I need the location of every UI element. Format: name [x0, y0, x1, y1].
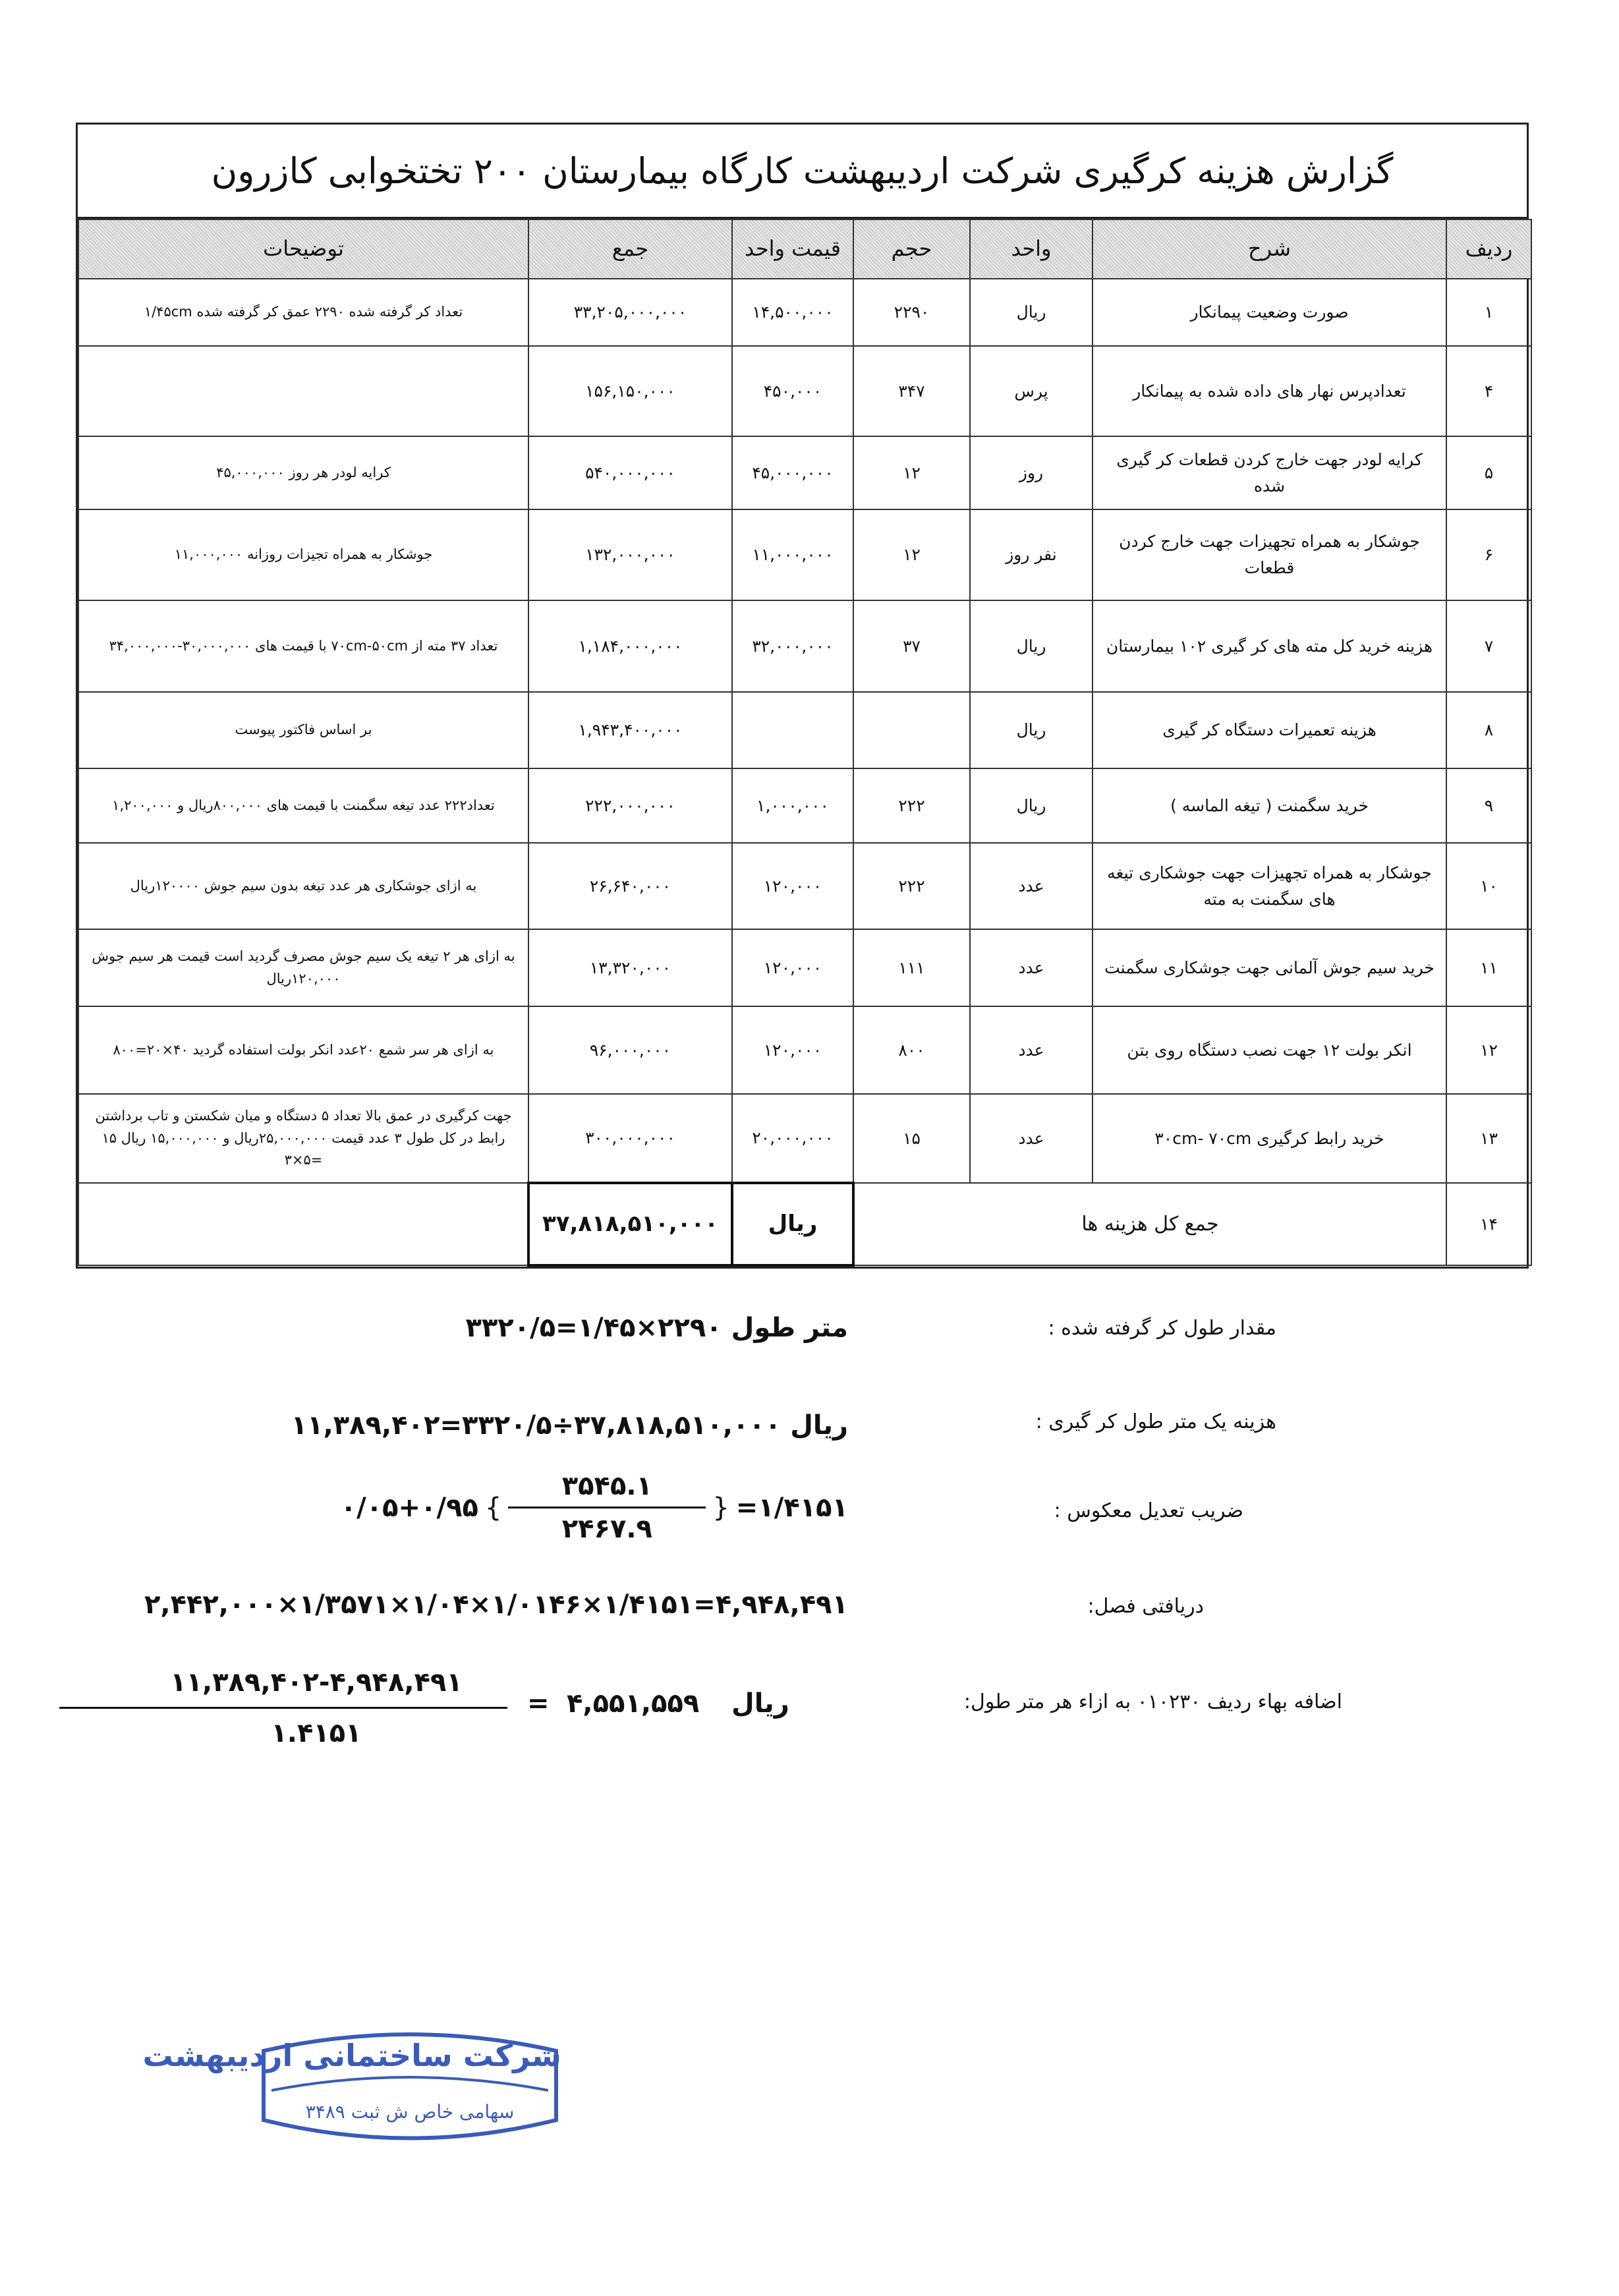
row-unit-price: ۲۰,۰۰۰,۰۰۰: [732, 1094, 853, 1183]
cost-report-table: [76, 123, 1529, 1269]
total-notes: [78, 1183, 528, 1265]
extra-unit: ریال: [731, 1688, 789, 1719]
row-total: ۲۶,۶۴۰,۰۰۰: [528, 843, 732, 929]
row-total: ۱۳۲,۰۰۰,۰۰۰: [528, 509, 732, 600]
header-unit: واحد: [970, 219, 1093, 279]
row-unit: پرس: [970, 346, 1093, 436]
row-unit-price: ۴۵۰,۰۰۰: [732, 346, 853, 436]
table-row: [78, 843, 1531, 929]
total-label: جمع کل هزینه ها: [853, 1183, 1446, 1265]
length-label: مقدار طول کر گرفته شده :: [1048, 1317, 1276, 1340]
cost-table: [78, 219, 1532, 1267]
grand-total-row: [78, 1183, 1531, 1265]
row-notes: به ازای هر ۲ تیغه یک سیم جوش مصرف گردید است قیمت هر سیم جوش ۱۲۰,۰۰۰ریال: [78, 929, 528, 1006]
row-total: ۱,۹۴۳,۴۰۰,۰۰۰: [528, 692, 732, 768]
row-notes: کرایه لودر هر روز ۴۵,۰۰۰,۰۰۰: [78, 436, 528, 509]
row-unit: ریال: [970, 279, 1093, 346]
row-total: ۵۴۰,۰۰۰,۰۰۰: [528, 436, 732, 509]
row-number: ۱: [1446, 279, 1531, 346]
row-total: ۳۳,۲۰۵,۰۰۰,۰۰۰: [528, 279, 732, 346]
grand-total-value: ۳۷,۸۱۸,۵۱۰,۰۰۰: [528, 1183, 732, 1265]
stamp-registration: سهامی خاص ش ثبت ۳۴۸۹: [305, 2101, 515, 2123]
extra-fraction: [59, 1667, 507, 1748]
row-description: کرایه لودر جهت خارج کردن قطعات کر گیری شده: [1093, 436, 1446, 509]
row-notes: تعداد۲۲۲ عدد تیغه سگمنت با قیمت های ۸۰۰,۰۰۰ریال و ۱,۲۰۰,۰۰۰: [78, 768, 528, 843]
row-number: ۷: [1446, 600, 1531, 692]
row-quantity: ۱۲: [853, 436, 970, 509]
row-description: صورت وضعیت پیمانکار: [1093, 279, 1446, 346]
row-description: هزینه تعمیرات دستگاه کر گیری: [1093, 692, 1446, 768]
row-description: خرید سیم جوش آلمانی جهت جوشکاری سگمنت: [1093, 929, 1446, 1006]
extra-equals: =: [527, 1688, 550, 1719]
coefficient-numerator: ۳۵۴۵.۱: [561, 1471, 652, 1501]
row-unit-price: ۱۱,۰۰۰,۰۰۰: [732, 509, 853, 600]
row-description: هزینه خرید کل مته های کر گیری ۱۰۲ بیمارستان: [1093, 600, 1446, 692]
header-quantity: حجم: [853, 219, 970, 279]
row-notes: بر اساس فاکتور پیوست: [78, 692, 528, 768]
row-description: جوشکار به همراه تجهیزات جهت جوشکاری تیغه های سگمنت به مته: [1093, 843, 1446, 929]
row-unit: عدد: [970, 929, 1093, 1006]
row-quantity: [853, 692, 970, 768]
row-unit-price: ۱,۰۰۰,۰۰۰: [732, 768, 853, 843]
table-row: [78, 509, 1531, 600]
row-notes: جهت کرگیری در عمق بالا تعداد ۵ دستگاه و میان شکستن و تاب برداشتن رابط در کل طول ۳ عدد قیمت ۲۵,۰۰۰,۰۰۰ریال و ۱۵,۰۰۰,۰۰۰ ریال ۱۵ =۵×۳: [78, 1094, 528, 1183]
row-quantity: ۳۴۷: [853, 346, 970, 436]
row-unit: ریال: [970, 692, 1093, 768]
coefficient-denominator: ۲۴۶۷.۹: [561, 1514, 652, 1544]
row-number: ۶: [1446, 509, 1531, 600]
row-quantity: ۲۲۹۰: [853, 279, 970, 346]
coefficient-label: ضریب تعدیل معکوس :: [1054, 1499, 1243, 1522]
row-number: ۹: [1446, 768, 1531, 843]
length-value: متر طول ۲۲۹۰×۱/۴۵=۳۳۲۰/۵: [465, 1313, 848, 1343]
total-row-no: ۱۴: [1446, 1183, 1531, 1265]
row-total: ۱۵۶,۱۵۰,۰۰۰: [528, 346, 732, 436]
coefficient-left: ۰/۰۵+۰/۹۵: [340, 1492, 478, 1523]
row-unit: نفر روز: [970, 509, 1093, 600]
row-number: ۴: [1446, 346, 1531, 436]
season-value: ۲,۴۴۲,۰۰۰×۱/۳۵۷۱×۱/۰۴×۱/۰۱۴۶×۱/۴۱۵۱=۴,۹۴۸,۴۹۱: [144, 1590, 848, 1620]
stamp-company-name: شرکت ساختمانی اردیبهشت: [142, 2038, 561, 2073]
row-total: ۳۰۰,۰۰۰,۰۰۰: [528, 1094, 732, 1183]
row-unit: عدد: [970, 843, 1093, 929]
row-unit: عدد: [970, 1094, 1093, 1183]
row-number: ۱۰: [1446, 843, 1531, 929]
row-number: ۱۱: [1446, 929, 1531, 1006]
row-unit-price: [732, 692, 853, 768]
unit-cost-value: ریال ۳۷,۸۱۸,۵۱۰,۰۰۰÷۳۳۲۰/۵=۱۱,۳۸۹,۴۰۲: [291, 1410, 848, 1441]
table-row: [78, 346, 1531, 436]
header-unit-price: قیمت واحد: [732, 219, 853, 279]
row-total: ۲۲۲,۰۰۰,۰۰۰: [528, 768, 732, 843]
row-total: ۹۶,۰۰۰,۰۰۰: [528, 1006, 732, 1094]
header-row: [78, 219, 1531, 279]
header-row-no: ردیف: [1446, 219, 1531, 279]
row-unit-price: ۳۲,۰۰۰,۰۰۰: [732, 600, 853, 692]
row-unit-price: ۱۲۰,۰۰۰: [732, 929, 853, 1006]
table-row: [78, 279, 1531, 346]
table-row: [78, 929, 1531, 1006]
row-notes: به ازای هر سر شمع ۲۰عدد انکر بولت استفاده گردید ۴۰×۲۰=۸۰۰: [78, 1006, 528, 1094]
row-quantity: ۲۲۲: [853, 768, 970, 843]
report-title: گزارش هزینه کرگیری شرکت اردیبهشت کارگاه بیمارستان ۲۰۰ تختخوابی کازرون: [78, 125, 1527, 219]
table-row: [78, 600, 1531, 692]
table-row: [78, 768, 1531, 843]
row-description: تعدادپرس نهار های داده شده به پیمانکار: [1093, 346, 1446, 436]
row-description: خرید رابط کرگیری ۳۰cm- ۷۰cm: [1093, 1094, 1446, 1183]
table-row: [78, 1006, 1531, 1094]
season-label: دریافتی فصل:: [1087, 1595, 1204, 1618]
table-row: [78, 436, 1531, 509]
row-number: ۸: [1446, 692, 1531, 768]
company-stamp: [142, 2024, 561, 2146]
coefficient-fraction: [508, 1471, 706, 1544]
row-unit-price: ۱۲۰,۰۰۰: [732, 1006, 853, 1094]
row-number: ۱۲: [1446, 1006, 1531, 1094]
header-notes: توضیحات: [78, 219, 528, 279]
extra-result: ۴,۵۵۱,۵۵۹: [567, 1688, 700, 1719]
extra-denominator: ۱.۴۱۵۱: [271, 1718, 362, 1748]
row-notes: به ازای جوشکاری هر عدد تیغه بدون سیم جوش ۱۲۰۰۰۰ریال: [78, 843, 528, 929]
row-notes: تعداد ۳۷ مته از ۷۰cm-۵۰cm با قیمت های ۳۰,۰۰۰,۰۰۰-۳۴,۰۰۰,۰۰۰: [78, 600, 528, 692]
row-unit-price: ۴۵,۰۰۰,۰۰۰: [732, 436, 853, 509]
row-description: انکر بولت ۱۲ جهت نصب دستگاه روی بتن: [1093, 1006, 1446, 1094]
row-unit: عدد: [970, 1006, 1093, 1094]
row-quantity: ۳۷: [853, 600, 970, 692]
row-notes: تعداد کر گرفته شده ۲۲۹۰ عمق کر گرفته شده ۱/۴۵cm: [78, 279, 528, 346]
row-unit-price: ۱۲۰,۰۰۰: [732, 843, 853, 929]
row-quantity: ۲۲۲: [853, 843, 970, 929]
row-unit-price: ۱۴,۵۰۰,۰۰۰: [732, 279, 853, 346]
row-quantity: ۱۲: [853, 509, 970, 600]
header-total: جمع: [528, 219, 732, 279]
unit-cost-label: هزینه یک متر طول کر گیری :: [1035, 1410, 1276, 1433]
row-number: ۱۳: [1446, 1094, 1531, 1183]
row-quantity: ۸۰۰: [853, 1006, 970, 1094]
row-number: ۵: [1446, 436, 1531, 509]
row-unit: روز: [970, 436, 1093, 509]
extra-label: اضافه بهاء ردیف ۰۱۰۲۳۰ به ازاء هر متر طول:: [963, 1690, 1342, 1713]
row-unit: ریال: [970, 768, 1093, 843]
coefficient-formula: ۰/۰۵+۰/۹۵ { $\frac{۳۵۴۵.۱}{۲۴۶۷.۹}$ } =۱/۴۱۵۱: [340, 1471, 848, 1544]
row-notes: جوشکار به همراه تجیزات روزانه ۱۱,۰۰۰,۰۰۰: [78, 509, 528, 600]
row-description: جوشکار به همراه تجهیزات جهت خارج کردن قطعات: [1093, 509, 1446, 600]
extra-numerator: ۱۱,۳۸۹,۴۰۲-۴,۹۴۸,۴۹۱: [170, 1667, 463, 1698]
total-unit: ریال: [732, 1183, 853, 1265]
coefficient-result: =۱/۴۱۵۱: [735, 1492, 848, 1523]
table-row: [78, 1094, 1531, 1183]
row-description: خرید سگمنت ( تیغه الماسه ): [1093, 768, 1446, 843]
row-total: ۱۳,۳۲۰,۰۰۰: [528, 929, 732, 1006]
header-description: شرح: [1093, 219, 1446, 279]
row-unit: ریال: [970, 600, 1093, 692]
row-quantity: ۱۵: [853, 1094, 970, 1183]
row-total: ۱,۱۸۴,۰۰۰,۰۰۰: [528, 600, 732, 692]
row-notes: [78, 346, 528, 436]
row-quantity: ۱۱۱: [853, 929, 970, 1006]
table-row: [78, 692, 1531, 768]
